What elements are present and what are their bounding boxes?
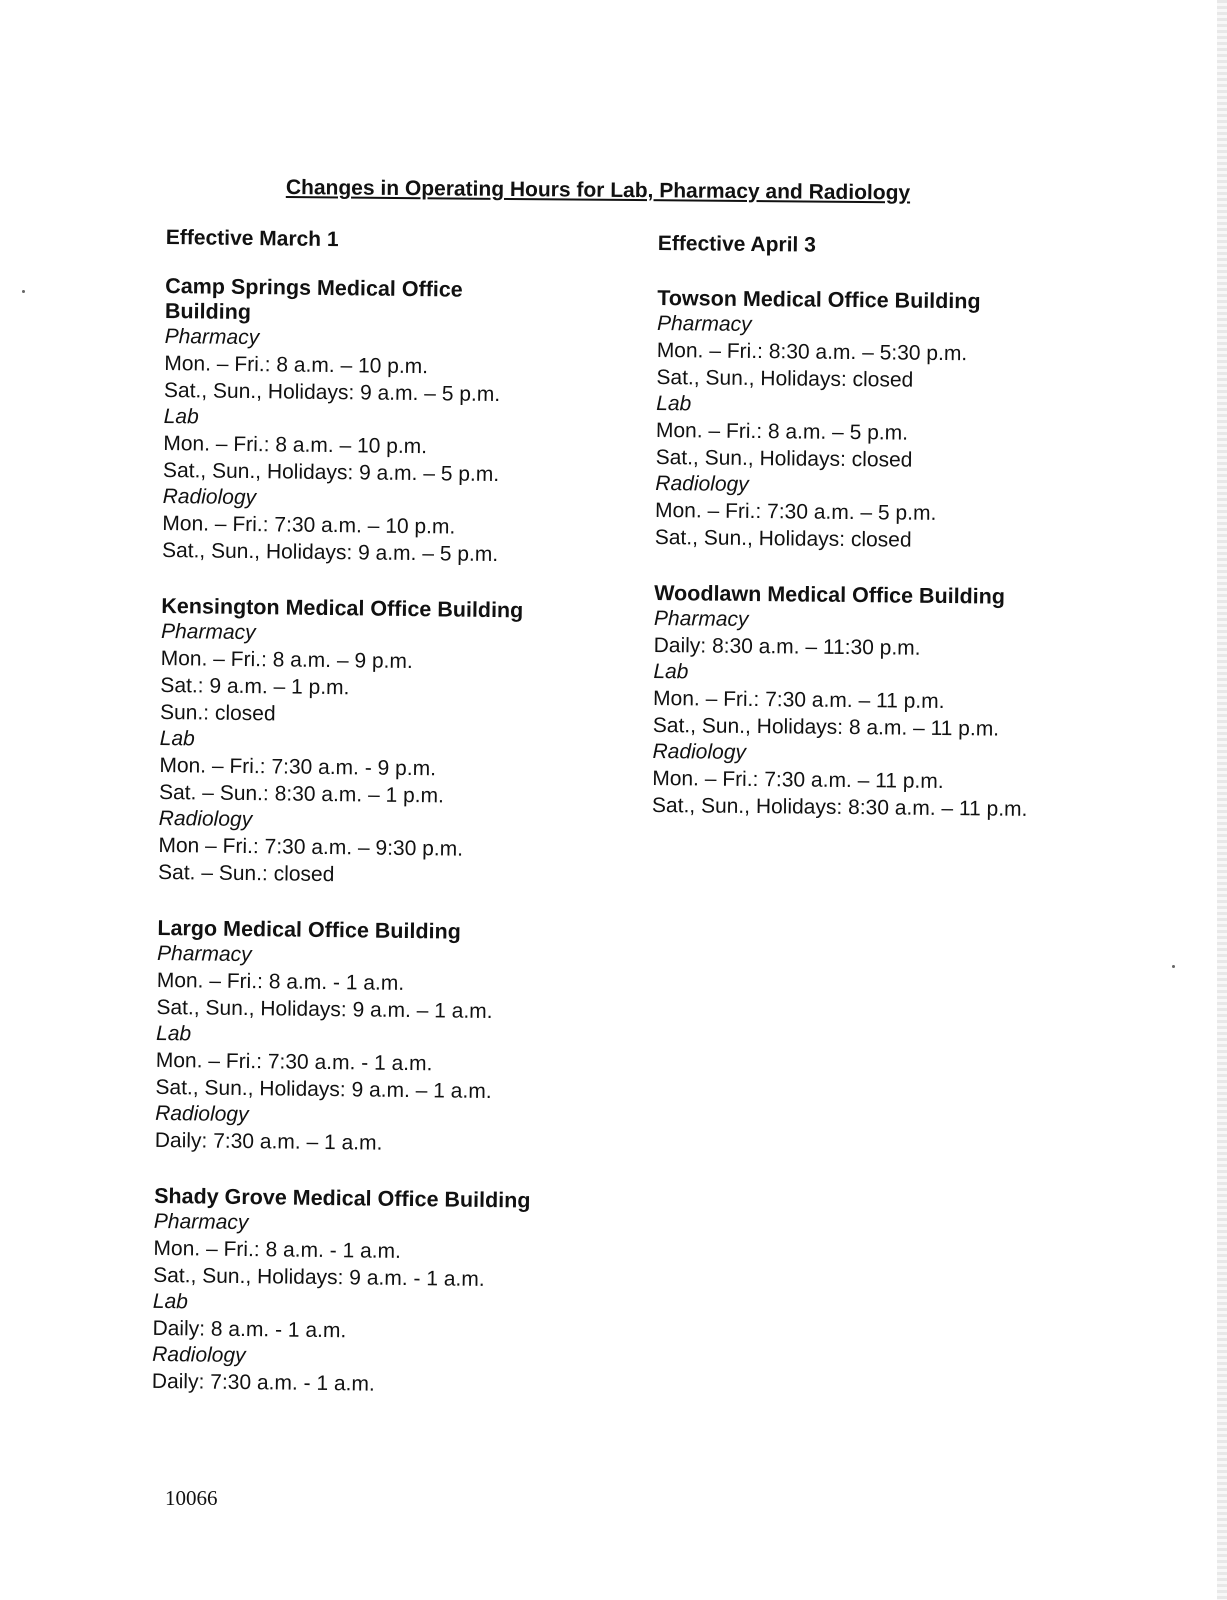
- left-column: [151, 226, 636, 1431]
- department-label: Radiology: [655, 471, 749, 496]
- department-label: Pharmacy: [164, 324, 260, 350]
- building-section: [158, 594, 632, 892]
- scan-edge: [1217, 0, 1227, 1600]
- department-label: Lab: [155, 1021, 192, 1046]
- hours-line: Daily: 8 a.m. - 1 a.m.: [152, 1316, 347, 1343]
- hours-line: Sat., Sun., Holidays: 8:30 a.m. – 11 p.m.: [651, 793, 1028, 821]
- building-name: Largo Medical Office Building: [157, 915, 461, 944]
- department-label: Radiology: [158, 806, 253, 832]
- building-section: [162, 274, 636, 570]
- hours-line: Sat., Sun., Holidays: 9 a.m. - 1 a.m.: [153, 1263, 485, 1291]
- department-label: Pharmacy: [160, 619, 256, 645]
- hours-line: Sat., Sun., Holidays: 9 a.m. – 1 a.m.: [155, 1075, 492, 1104]
- building-name: Woodlawn Medical Office Building: [654, 580, 1006, 609]
- hours-line: Mon. – Fri.: 8 a.m. – 5 p.m.: [655, 418, 909, 445]
- building-section: [652, 581, 1124, 824]
- hours-line: Mon. – Fri.: 8 a.m. - 1 a.m.: [153, 1236, 402, 1263]
- department-label: Radiology: [152, 1342, 246, 1368]
- hours-line: Mon. – Fri.: 7:30 a.m. - 1 a.m.: [155, 1048, 433, 1076]
- hours-line: Sat., Sun., Holidays: 9 a.m. – 5 p.m.: [162, 458, 500, 487]
- hours-line: Mon. – Fri.: 8:30 a.m. – 5:30 p.m.: [656, 338, 968, 366]
- hours-line: Sat.: 9 a.m. – 1 p.m.: [160, 673, 350, 700]
- hours-line: Sat. – Sun.: closed: [157, 860, 335, 887]
- building-name: Shady Grove Medical Office Building: [154, 1183, 531, 1213]
- building-name: Towson Medical Office Building: [657, 285, 981, 314]
- department-label: Lab: [653, 659, 689, 684]
- department-label: Radiology: [652, 739, 747, 764]
- effective-date-heading: Effective March 1: [165, 226, 339, 252]
- effective-date-heading: Effective April 3: [657, 232, 816, 257]
- hours-line: Mon. – Fri.: 7:30 a.m. – 5 p.m.: [654, 498, 937, 525]
- building-section: [152, 1184, 625, 1401]
- building-section: [155, 916, 628, 1160]
- right-column: [652, 232, 1128, 854]
- hours-line: Sat., Sun., Holidays: 9 a.m. – 5 p.m.: [161, 538, 499, 567]
- hours-line: Sat., Sun., Holidays: closed: [654, 525, 912, 552]
- department-label: Pharmacy: [653, 606, 749, 631]
- hours-line: Daily: 7:30 a.m. – 1 a.m.: [154, 1128, 383, 1155]
- hours-line: Sat., Sun., Holidays: closed: [656, 365, 914, 392]
- department-label: Pharmacy: [656, 311, 752, 336]
- hours-line: Sat. – Sun.: 8:30 a.m. – 1 p.m.: [158, 780, 445, 808]
- hours-line: Mon. – Fri.: 7:30 a.m. - 9 p.m.: [159, 753, 437, 781]
- department-label: Lab: [163, 404, 199, 429]
- hours-line: Mon. – Fri.: 7:30 a.m. – 11 p.m.: [652, 686, 945, 714]
- building-name: Camp Springs Medical Office Building: [164, 273, 463, 325]
- hours-line: Mon – Fri.: 7:30 a.m. – 9:30 p.m.: [158, 833, 464, 861]
- hours-line: Mon. – Fri.: 7:30 a.m. – 11 p.m.: [652, 766, 944, 794]
- department-label: Lab: [159, 726, 195, 751]
- department-label: Lab: [152, 1289, 189, 1314]
- hours-line: Mon. – Fri.: 8 a.m. – 9 p.m.: [160, 646, 413, 674]
- scan-speck: [22, 290, 25, 293]
- hours-line: Sat., Sun., Holidays: 8 a.m. – 11 p.m.: [652, 713, 1000, 741]
- scan-speck: [1172, 965, 1175, 968]
- hours-line: Sat., Sun., Holidays: 9 a.m. – 5 p.m.: [163, 378, 501, 407]
- hours-line: Mon. – Fri.: 7:30 a.m. – 10 p.m.: [162, 511, 456, 539]
- hours-line: Mon. – Fri.: 8 a.m. – 10 p.m.: [164, 351, 429, 379]
- hours-line: Sat., Sun., Holidays: 9 a.m. – 1 a.m.: [156, 995, 493, 1024]
- hours-line: Sat., Sun., Holidays: closed: [655, 445, 913, 472]
- department-label: Radiology: [162, 484, 257, 510]
- hours-line: Mon. – Fri.: 8 a.m. – 10 p.m.: [163, 431, 428, 459]
- page-number: 10066: [165, 1486, 218, 1510]
- department-label: Lab: [656, 391, 692, 416]
- hours-line: Mon. – Fri.: 8 a.m. - 1 a.m.: [156, 968, 405, 995]
- building-section: [655, 286, 1128, 556]
- building-name: Kensington Medical Office Building: [161, 593, 524, 623]
- department-label: Pharmacy: [153, 1209, 249, 1235]
- department-label: Radiology: [155, 1101, 249, 1127]
- hours-line: Daily: 8:30 a.m. – 11:30 p.m.: [653, 633, 921, 660]
- hours-line: Daily: 7:30 a.m. - 1 a.m.: [151, 1369, 375, 1396]
- hours-line: Sun.: closed: [159, 700, 276, 726]
- page-title: Changes in Operating Hours for Lab, Pharmacy and Radiology: [285, 176, 911, 205]
- department-label: Pharmacy: [156, 941, 252, 967]
